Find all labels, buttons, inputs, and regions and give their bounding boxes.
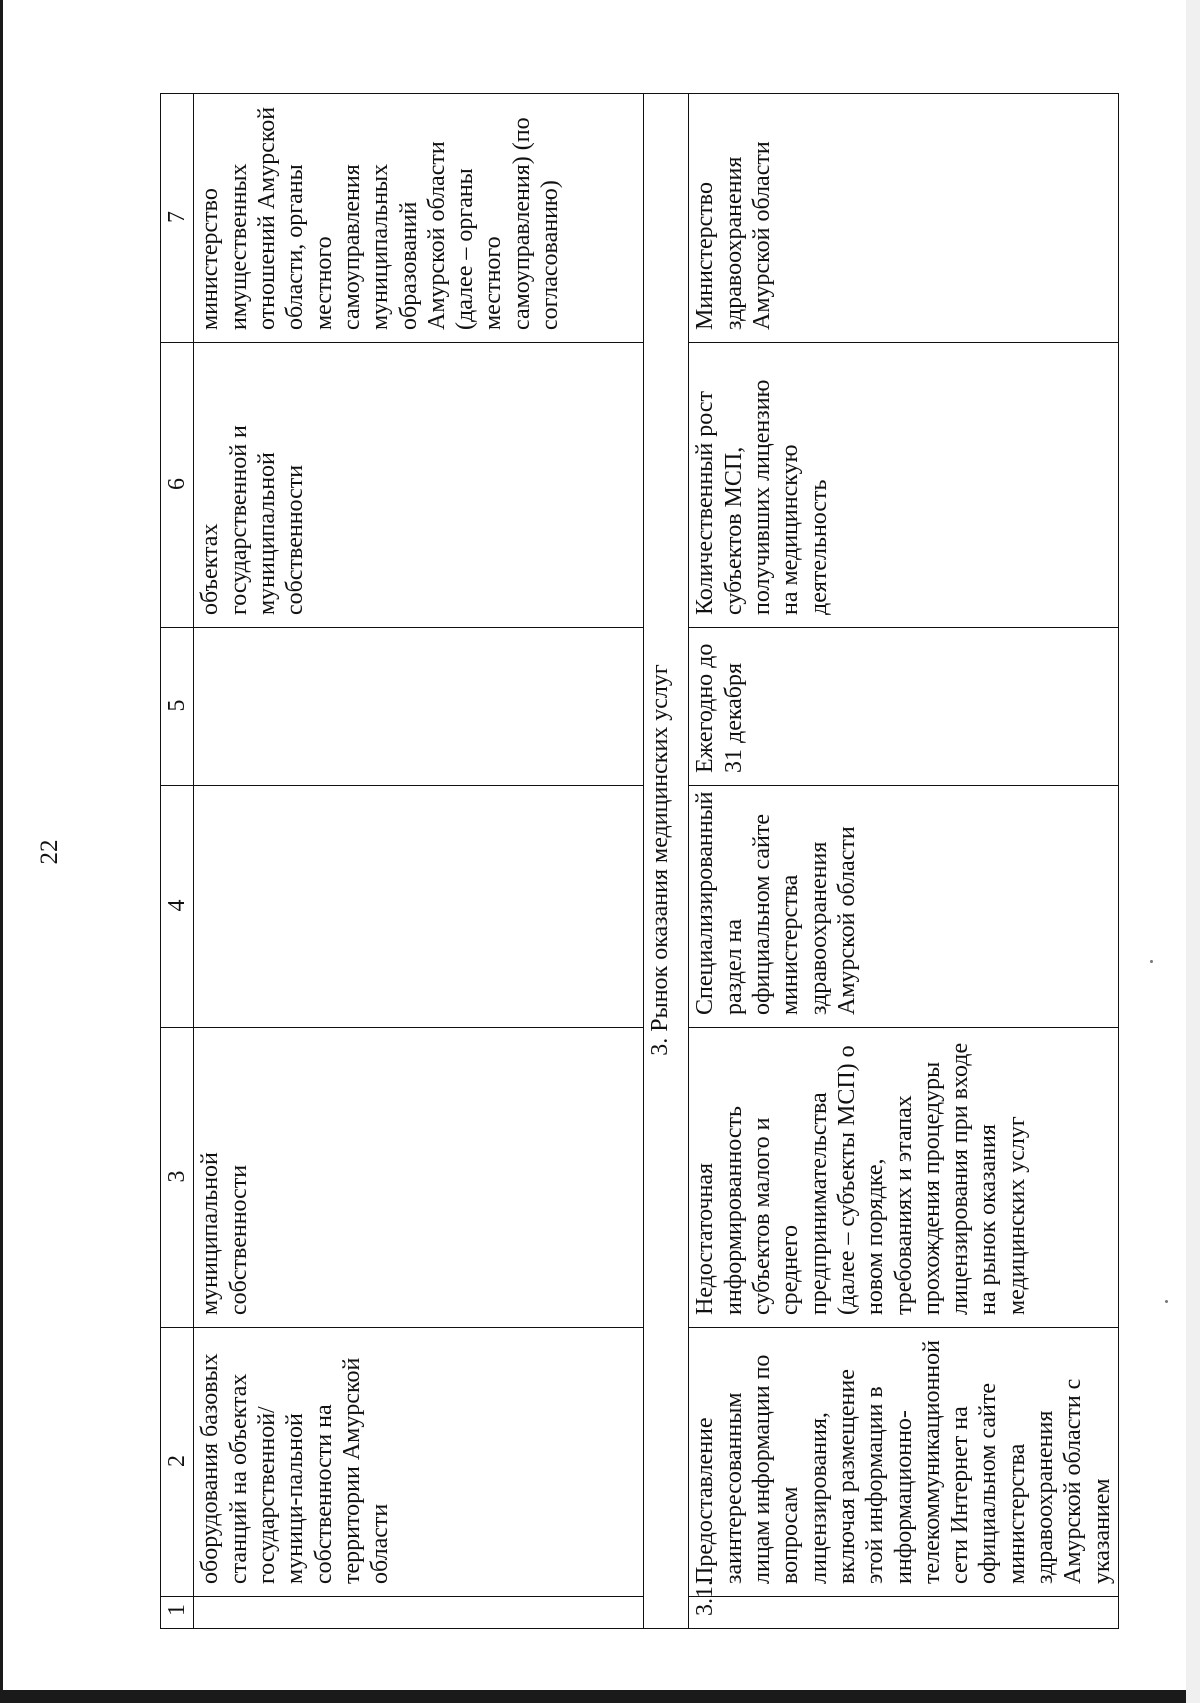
table-cell: министерство имущественных отношений Амурской области, органы местного самоуправления муниципальных образований Амурской области (далее – органы местного самоуправления) (по согласованию)	[194, 94, 644, 343]
page-number: 22	[36, 839, 63, 865]
table-cell: Ежегодно до 31 декабря	[689, 628, 1119, 786]
column-number: 4	[161, 786, 194, 1028]
scan-speck	[1165, 1300, 1168, 1303]
table-cell: объектах государственной и муниципальной собственности	[194, 343, 644, 628]
measures-table	[160, 93, 1119, 1629]
column-number: 2	[161, 1328, 194, 1597]
table-row-3-1	[689, 94, 1119, 1629]
table-cell: Количественный рост субъектов МСП, получивших лицензию на медицинскую деятельность	[689, 343, 1119, 628]
table-cell: Специализированный раздел на официальном сайте министерства здравоохранения Амурской области	[689, 786, 1119, 1028]
table-row-continued	[194, 94, 644, 1629]
scan-speck	[1150, 960, 1153, 963]
scan-edge-right	[1186, 0, 1200, 1703]
section-heading-row	[644, 94, 689, 1629]
column-number: 1	[161, 1597, 194, 1629]
table-cell	[194, 786, 644, 1028]
column-number: 5	[161, 628, 194, 786]
scan-edge-bottom	[0, 1690, 1200, 1703]
table-cell: Недостаточная информированность субъектов малого и среднего предпринимательства (далее – субъекты МСП) о новом порядке, требованиях и этапах прохождения процедуры лицензирования при входе на рынок оказания медицинских услуг	[689, 1028, 1119, 1328]
column-number: 6	[161, 343, 194, 628]
section-title: 3. Рынок оказания медицинских услуг	[644, 94, 689, 1629]
table-cell: муниципальной собственности	[194, 1028, 644, 1328]
column-number-row	[161, 94, 194, 1629]
table-cell	[194, 1597, 644, 1629]
table-cell: Министерство здравоохранения Амурской области	[689, 94, 1119, 343]
column-number: 7	[161, 94, 194, 343]
table-cell: Предоставление заинтересованным лицам информации по вопросам лицензирования, включая размещение этой информации в информационно-телекоммуникационной сети Интернет на официальном сайте министерства здравоохранения Амурской области с указанием	[689, 1328, 1119, 1597]
table-cell: оборудования базовых станций на объектах государственной/муници-пальной собственности на территории Амурской области	[194, 1328, 644, 1597]
rotated-table-page	[160, 94, 1115, 1629]
row-number: 3.1.	[689, 1597, 1119, 1629]
column-number: 3	[161, 1028, 194, 1328]
scan-edge-left	[0, 0, 3, 1703]
table-cell	[194, 628, 644, 786]
